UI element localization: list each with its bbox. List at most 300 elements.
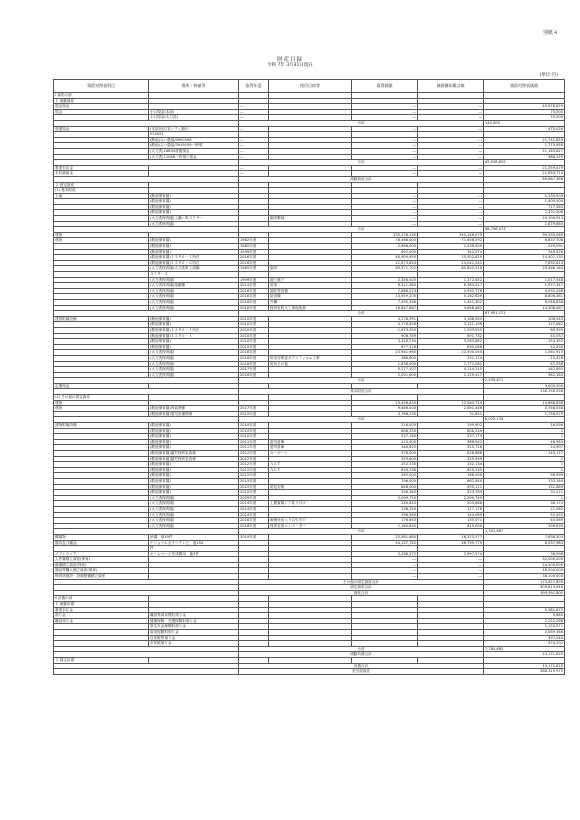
table-cell: 事業未収金 bbox=[54, 165, 149, 171]
table-cell: ― bbox=[352, 562, 418, 568]
table-cell: (勲他保育園) bbox=[149, 316, 239, 322]
table-cell: 23,456,835 bbox=[352, 400, 418, 406]
table-cell: ― bbox=[239, 171, 269, 177]
table-cell: 21,062 bbox=[484, 506, 565, 512]
table-cell: 4,648,482 bbox=[418, 305, 484, 311]
table-cell: (勲他保育園) bbox=[149, 428, 239, 434]
table-cell: 648,000 bbox=[352, 484, 418, 490]
table-cell: (大刀洗保育園) bbox=[149, 288, 239, 294]
table-cell: ― bbox=[418, 126, 484, 132]
total-label: その他の固定資産合計 bbox=[239, 579, 484, 585]
table-cell: ― bbox=[418, 193, 484, 199]
table-cell: 1999年度 bbox=[239, 249, 269, 255]
table-cell: 877,378 bbox=[352, 344, 418, 350]
table-cell: 374,202 bbox=[484, 641, 565, 647]
subtotal-label: 小計 bbox=[239, 417, 484, 423]
table-cell: 6,384,017 bbox=[418, 283, 484, 289]
table-cell: 2011年度 bbox=[239, 445, 269, 451]
table-cell: ― bbox=[352, 109, 418, 115]
subtotal-value: 140,000 bbox=[484, 120, 565, 126]
table-cell: (大刀洗保育園) bbox=[149, 367, 239, 373]
table-cell: 2016年度 bbox=[239, 294, 269, 300]
table-cell: (勲他保育園) bbox=[149, 238, 239, 244]
table-cell: 2016年度 bbox=[239, 350, 269, 356]
table-cell: ― bbox=[418, 574, 484, 580]
table-cell: 事業未払金 bbox=[54, 607, 149, 613]
table-cell: 9,646,000 bbox=[352, 406, 418, 412]
table-cell bbox=[54, 669, 239, 675]
table-cell: 144,069 bbox=[418, 512, 484, 518]
table-cell: 保育室用エレベーター bbox=[269, 523, 352, 529]
table-cell: (勲他)みい農協/3919109一時預 bbox=[149, 143, 239, 149]
table-cell: 2,356,000 bbox=[352, 277, 418, 283]
table-cell: (大刀洗保育園) bbox=[149, 294, 239, 300]
total-label: 資産合計 bbox=[239, 590, 484, 596]
table-cell: 構築物 bbox=[54, 534, 149, 540]
table-cell: 342,574 bbox=[418, 249, 484, 255]
table-cell: 備品等購入積立資産(保育) bbox=[54, 568, 149, 574]
table-cell: 2014年度 bbox=[239, 283, 269, 289]
table-cell: 建物附属設備 bbox=[54, 316, 149, 322]
table-cell: (大刀洗)16694普通預金 bbox=[149, 148, 239, 154]
table-cell: (1) 基本財産 bbox=[54, 188, 149, 194]
table-cell: 1 bbox=[484, 434, 565, 440]
table-cell: 2010年度 bbox=[239, 316, 269, 322]
total-value: 89,887,368 bbox=[484, 176, 565, 182]
table-cell: 152,134 bbox=[418, 462, 484, 468]
table-cell: 上履置場ドア取り付け bbox=[269, 501, 352, 507]
table-cell: 2,932,776 bbox=[418, 288, 484, 294]
column-header: 取得価額 bbox=[352, 80, 418, 93]
table-cell: 16,657,867 bbox=[352, 305, 418, 311]
table-cell: 7,868,074 bbox=[352, 288, 418, 294]
table-cell: 1999年度 bbox=[239, 277, 269, 283]
table-cell: 24,907 bbox=[484, 445, 565, 451]
table-cell: ソフトウェア bbox=[54, 551, 149, 557]
subtotal-label: 小計 bbox=[239, 646, 484, 652]
table-cell: 176,640 bbox=[352, 518, 418, 524]
table-cell: 2017年度 bbox=[239, 367, 269, 373]
table-cell: 1,441,302 bbox=[418, 299, 484, 305]
table-cell: 60,371,702 bbox=[352, 266, 418, 272]
table-cell: (勲他保育園) bbox=[149, 193, 239, 199]
table-cell: 保育室防火工事他改修 bbox=[269, 305, 352, 311]
table-cell: 22,500,045 bbox=[418, 350, 484, 356]
table-cell: 3,418,234 bbox=[352, 339, 418, 345]
table-cell: 2,666,000 bbox=[352, 244, 418, 250]
table-cell: (勲他保育園)１５９６－６所在 bbox=[149, 260, 239, 266]
table-cell: (勲他保育園)内装関係 bbox=[149, 406, 239, 412]
table-cell: 1 bbox=[484, 495, 565, 501]
table-cell: 1982年度 bbox=[239, 244, 269, 250]
subtotal-label: 小計 bbox=[239, 120, 484, 126]
table-cell: 346,625 bbox=[352, 445, 418, 451]
unit-label: (単位:円) bbox=[539, 73, 558, 78]
table-cell: 90,430,060 bbox=[484, 232, 565, 238]
table-cell: ― bbox=[352, 204, 418, 210]
table-cell: ― bbox=[418, 562, 484, 568]
table-cell: 18,000,000 bbox=[484, 568, 565, 574]
subtotal-value: 8,025,135 bbox=[484, 417, 565, 423]
table-cell: (勲他)みい農協/0900508 bbox=[149, 137, 239, 143]
table-cell: ＡＬＴ bbox=[269, 462, 352, 468]
table-cell: (大刀洗)12088一時預り預金 bbox=[149, 154, 239, 160]
table-cell: ― bbox=[239, 143, 269, 149]
table-cell: 2016年度 bbox=[239, 372, 269, 378]
table-cell: 建物附属設備 bbox=[54, 423, 149, 429]
table-cell: ― bbox=[418, 143, 484, 149]
table-cell: 133,160 bbox=[484, 478, 565, 484]
column-header: 貸借対照表価額 bbox=[484, 80, 565, 93]
table-cell: ― bbox=[418, 204, 484, 210]
table-cell: 6,837,708 bbox=[484, 238, 565, 244]
table-cell: 2012年度 bbox=[239, 467, 269, 473]
column-header: 貸借対照表科目 bbox=[54, 80, 149, 93]
subtotal-value: 2,939,871 bbox=[484, 378, 565, 384]
total-value: 399,491,805 bbox=[484, 590, 565, 596]
table-cell: ― bbox=[352, 165, 418, 171]
table-cell: 52,000,000 bbox=[484, 557, 565, 563]
table-cell: 人件費積立資産(保育) bbox=[54, 557, 149, 563]
table-cell: 2014年度 bbox=[239, 506, 269, 512]
table-cell: 園舎 bbox=[269, 266, 352, 272]
table-cell: 2015年度 bbox=[239, 478, 269, 484]
table-cell: (勲他保育園) bbox=[149, 344, 239, 350]
table-cell: 52,491 bbox=[484, 512, 565, 518]
table-cell: 537,179 bbox=[418, 434, 484, 440]
table-cell: (勲他保育園) bbox=[149, 439, 239, 445]
table-cell: 24,500,000 bbox=[484, 562, 565, 568]
table-cell: (大刀洗保育園) bbox=[149, 305, 239, 311]
table-cell: 835,088 bbox=[418, 344, 484, 350]
table-cell: Ⅱ 負債の部 bbox=[54, 596, 149, 602]
table-cell: ― bbox=[418, 210, 484, 216]
table-cell: 204,666 bbox=[418, 501, 484, 507]
table-cell: 3,766,230 bbox=[352, 411, 418, 417]
subtotal-label: 小計 bbox=[239, 311, 484, 317]
table-cell: 1,135,909 bbox=[484, 193, 565, 199]
table-cell: ― bbox=[239, 109, 269, 115]
table-cell: ― bbox=[418, 154, 484, 160]
column-header: 減価償却累計額 bbox=[418, 80, 484, 93]
table-cell: ― bbox=[352, 221, 418, 227]
total-value: 309,813,946 bbox=[484, 585, 565, 591]
document-title: 財産目録 bbox=[276, 57, 303, 63]
table-cell: 25,502,819 bbox=[418, 255, 484, 261]
table-cell: 防犯対策 bbox=[269, 484, 352, 490]
table-cell: 3,278,858 bbox=[352, 322, 418, 328]
table-cell: Ⅰ 資産の部 bbox=[54, 93, 149, 99]
table-cell: 2018年度 bbox=[239, 523, 269, 529]
table-cell: 717,583 bbox=[484, 204, 565, 210]
table-cell: (勲他保育園) bbox=[149, 339, 239, 345]
table-cell: ― bbox=[239, 104, 269, 110]
property-inventory-table bbox=[53, 79, 565, 675]
table-cell: ホームページ作成費用 他3件 bbox=[149, 551, 239, 557]
table-cell: 修繕積立資産(保育) bbox=[54, 562, 149, 568]
table-cell: (勲他保育園) bbox=[149, 204, 239, 210]
table-cell: 216,000 bbox=[352, 423, 418, 429]
table-cell: (大刀洗保育園) bbox=[149, 495, 239, 501]
table-cell: (大刀洗保育園) bbox=[149, 350, 239, 356]
table-cell: ― bbox=[352, 104, 418, 110]
table-cell: 349,426 bbox=[484, 249, 565, 255]
table-cell: 1 bbox=[484, 428, 565, 434]
column-header: 使用目的等 bbox=[269, 80, 352, 93]
table-cell: ＡＬＴ bbox=[269, 467, 352, 473]
table-cell: 265,000 bbox=[352, 473, 418, 479]
table-cell: ― bbox=[352, 171, 418, 177]
table-cell: ― bbox=[418, 216, 484, 222]
column-header: 取得年度 bbox=[239, 80, 269, 93]
table-cell: 67,038 bbox=[484, 361, 565, 367]
table-cell: (大刀洗保育園) bbox=[149, 512, 239, 518]
total-label: 固定資産合計 bbox=[239, 585, 484, 591]
table-cell: ― bbox=[352, 216, 418, 222]
table-cell: (大刀洗保育園) bbox=[149, 355, 239, 361]
table-cell: 1,404,500 bbox=[484, 199, 565, 205]
table-cell: 329,600 bbox=[352, 456, 418, 462]
table-cell: (勲他保育園) bbox=[149, 462, 239, 468]
table-cell: 3,036,572 bbox=[352, 551, 418, 557]
table-cell: 定期預金 bbox=[54, 383, 149, 389]
table-cell: 土地 bbox=[54, 193, 149, 199]
table-cell: 遊具倉庫 bbox=[269, 445, 352, 451]
table-cell: 1,593,555 bbox=[418, 327, 484, 333]
table-cell: 329,599 bbox=[418, 456, 484, 462]
table-cell: 建物 bbox=[54, 406, 149, 412]
table-cell: 8,311,364 bbox=[352, 283, 418, 289]
table-cell: 現金預金 bbox=[54, 104, 149, 110]
table-cell: ― bbox=[352, 557, 418, 563]
table-cell: (勲他保育園)園児保育室改修 bbox=[149, 451, 239, 457]
table-cell: 15,426 bbox=[484, 355, 565, 361]
subtotal-value: 87,951,271 bbox=[484, 311, 565, 317]
table-cell: 5,381,875 bbox=[484, 607, 565, 613]
table-cell: 2015年度 bbox=[239, 484, 269, 490]
table-cell: 21,163,827 bbox=[484, 148, 565, 154]
table-cell: ― bbox=[418, 557, 484, 563]
table-cell: カーポート bbox=[269, 451, 352, 457]
table-cell: 1982年度 bbox=[239, 238, 269, 244]
table-cell: ― bbox=[352, 210, 418, 216]
table-cell: 692,000 bbox=[352, 249, 418, 255]
table-cell: 42,290 bbox=[484, 344, 565, 350]
table-cell: 596,639 bbox=[484, 523, 565, 529]
table-cell: 2,120,571 bbox=[484, 624, 565, 630]
table-cell: ― bbox=[352, 115, 418, 121]
table-cell: 建物 bbox=[54, 238, 149, 244]
table-cell: 2,091,600 bbox=[352, 372, 418, 378]
table-cell: 1965年度 bbox=[239, 266, 269, 272]
total-label: 負債合計 bbox=[239, 663, 484, 669]
table-cell: (勲他保育園) bbox=[149, 434, 239, 440]
table-cell: 2012年度 bbox=[239, 456, 269, 462]
table-cell: 2010年度 bbox=[239, 344, 269, 350]
subtotal-label: 小計 bbox=[239, 160, 484, 166]
table-cell: 2010年度 bbox=[239, 322, 269, 328]
total-label: 流動負債合計 bbox=[239, 652, 484, 658]
table-cell: １ 流動資産 bbox=[54, 98, 149, 104]
table-cell: 473,028 bbox=[484, 126, 565, 132]
table-cell: 152,135 bbox=[352, 462, 418, 468]
table-cell: ― bbox=[239, 115, 269, 121]
table-cell: 2011年度 bbox=[239, 439, 269, 445]
table-cell: (勲他保育園) bbox=[149, 423, 239, 429]
table-cell: 315,718 bbox=[418, 445, 484, 451]
table-cell: 45,678,829 bbox=[484, 104, 565, 110]
table-cell: (大刀洗保育園) bbox=[149, 506, 239, 512]
table-header-row bbox=[54, 80, 565, 93]
table-cell: 5,758,556 bbox=[484, 406, 565, 412]
table-cell: 22,654,710 bbox=[484, 171, 565, 177]
table-cell: 606,250 bbox=[352, 428, 418, 434]
table-cell: 31,651 bbox=[418, 411, 484, 417]
table-cell: (大刀洗保育園) bbox=[149, 299, 239, 305]
table-cell: 117,178 bbox=[418, 506, 484, 512]
subtotal-value: 7,784,665 bbox=[484, 646, 565, 652]
table-cell: 606,249 bbox=[418, 428, 484, 434]
table-cell: (勲他保育園)１５９６－１所在 bbox=[149, 255, 239, 261]
table-cell: 建物 bbox=[54, 400, 149, 406]
table-cell: 2015年度 bbox=[239, 490, 269, 496]
table-cell: 未収補助金 bbox=[54, 171, 149, 177]
table-cell: (勲他保育園) bbox=[149, 199, 239, 205]
table-cell: 135,071 bbox=[418, 518, 484, 524]
table-cell: ２ 固定負債 bbox=[54, 657, 149, 663]
table-cell: ― bbox=[418, 115, 484, 121]
table-cell: 2,569,368 bbox=[484, 630, 565, 636]
table-cell: １ 流動負債 bbox=[54, 602, 149, 608]
table-cell: 小口現金(大刀洗) bbox=[149, 115, 239, 121]
table-cell: 2010年度 bbox=[239, 434, 269, 440]
table-cell: (大刀洗保育園)大刀洗町上高橋 bbox=[149, 266, 239, 272]
table-cell: 5,277,107 bbox=[352, 367, 418, 373]
table-cell: 1,756,579 bbox=[484, 411, 565, 417]
table-cell: (勲他保育園) bbox=[149, 210, 239, 216]
document-date: 令和 7年 3月31日現在 bbox=[267, 63, 313, 68]
table-cell: 預り金 bbox=[54, 613, 149, 619]
table-cell: ― bbox=[418, 104, 484, 110]
table-cell: 10,868,838 bbox=[484, 400, 565, 406]
table-cell: 小口現金(本部) bbox=[149, 109, 239, 115]
table-cell: ― bbox=[352, 137, 418, 143]
table-cell: 2014年度 bbox=[239, 501, 269, 507]
table-cell: 245,146,075 bbox=[418, 232, 484, 238]
table-cell: 2010年度 bbox=[239, 339, 269, 345]
table-cell: 2016年度 bbox=[239, 288, 269, 294]
table-cell: 2012年度 bbox=[239, 451, 269, 457]
table-cell: 3,278,991 bbox=[352, 316, 418, 322]
table-cell: 14,407,131 bbox=[484, 255, 565, 261]
table-cell: 3,121,196 bbox=[418, 322, 484, 328]
table-cell: 防災対策窓ガラスフィルム工事 bbox=[269, 355, 352, 361]
table-cell: 保育所施設・設備整備積立資産 bbox=[54, 574, 149, 580]
table-cell: 4,935,298 bbox=[484, 288, 565, 294]
table-cell: 138,240 bbox=[352, 506, 418, 512]
table-cell: ― bbox=[352, 574, 418, 580]
table-cell: 70,000 bbox=[484, 109, 565, 115]
table-cell: 21,673,854 bbox=[352, 260, 418, 266]
table-cell: (大刀洗保育園)上瀬ヶ町５７９－ bbox=[149, 216, 239, 222]
table-cell: ― bbox=[352, 126, 418, 132]
table-cell: 388,155 bbox=[484, 154, 565, 160]
table-cell: 4,114,215 bbox=[418, 367, 484, 373]
table-cell: 497,040 bbox=[484, 635, 565, 641]
table-cell: 2016年度 bbox=[239, 355, 269, 361]
table-cell: ― bbox=[418, 568, 484, 574]
table-cell: ― bbox=[239, 154, 269, 160]
table-cell: 45,569 bbox=[484, 518, 565, 524]
table-cell: 71,658,292 bbox=[418, 238, 484, 244]
table-cell: 796,000 bbox=[352, 478, 418, 484]
subtotal-label: 小計 bbox=[239, 529, 484, 535]
subtotal-label: 小計 bbox=[239, 227, 484, 233]
table-cell: ― bbox=[418, 221, 484, 227]
table-cell: 3,000,000 bbox=[484, 383, 565, 389]
table-cell: 2010年度 bbox=[239, 333, 269, 339]
table-cell: ― bbox=[239, 148, 269, 154]
table-cell: 1,061,915 bbox=[484, 350, 565, 356]
table-cell: 32,571 bbox=[484, 490, 565, 496]
table-cell: 619,000 bbox=[418, 523, 484, 529]
table-cell: 7,632,813 bbox=[484, 260, 565, 266]
total-value: 13,171,625 bbox=[484, 652, 565, 658]
table-cell: 2017年度 bbox=[239, 406, 269, 412]
total-label: 流動資産合計 bbox=[239, 176, 484, 182]
table-cell: 砂場 組19件 bbox=[149, 534, 239, 540]
table-cell: 495,111 bbox=[418, 484, 484, 490]
table-cell: (2) その他の固定資産 bbox=[54, 395, 149, 401]
table-cell: 13,959,200 bbox=[352, 294, 418, 300]
table-cell: 366,600 bbox=[352, 355, 418, 361]
table-cell: 826,888 bbox=[418, 451, 484, 457]
table-cell: 14,308,487 bbox=[484, 305, 565, 311]
table-cell: 010051 bbox=[149, 132, 239, 138]
table-cell: 事務所出入り口引き戸 bbox=[269, 518, 352, 524]
table-cell: 38,998 bbox=[484, 551, 565, 557]
table-cell: 2010年度 bbox=[239, 423, 269, 429]
table-cell: 14,041,041 bbox=[418, 260, 484, 266]
column-header: 場所・物量等 bbox=[149, 80, 239, 93]
table-cell: 1,372,452 bbox=[418, 277, 484, 283]
total-value: 386,319,975 bbox=[484, 669, 565, 675]
table-cell: 16,373,577 bbox=[418, 534, 484, 540]
table-cell: ― bbox=[418, 171, 484, 177]
table-cell: 市民税預り金 bbox=[149, 641, 239, 647]
table-cell: 168,000 bbox=[418, 473, 484, 479]
table-cell: 70,000 bbox=[484, 115, 565, 121]
table-cell: (勲他保育園) bbox=[149, 490, 239, 496]
table-cell: (大刀洗保育園) bbox=[149, 501, 239, 507]
table-cell: 154,352 bbox=[484, 339, 565, 345]
table-cell: 16,098 bbox=[484, 423, 565, 429]
table-cell: 2,252,288 bbox=[484, 618, 565, 624]
table-cell: 415,905 bbox=[352, 439, 418, 445]
table-cell: 1 bbox=[484, 467, 565, 473]
table-cell: 8,806,381 bbox=[484, 294, 565, 300]
table-cell: (勲他保育園) bbox=[149, 467, 239, 473]
table-cell: 1 bbox=[484, 456, 565, 462]
table-cell: 外構 bbox=[269, 299, 352, 305]
table-cell: 196,560 bbox=[352, 512, 418, 518]
table-cell: 537,180 bbox=[352, 434, 418, 440]
table-cell: (本部)西日本シティ銀行 bbox=[149, 126, 239, 132]
table-cell: 229,591 bbox=[484, 244, 565, 250]
table-cell: (勲他保育園)園児保育室改修 bbox=[149, 456, 239, 462]
page-number: 別紙４ bbox=[542, 30, 558, 36]
table-cell: 523,789 bbox=[418, 490, 484, 496]
